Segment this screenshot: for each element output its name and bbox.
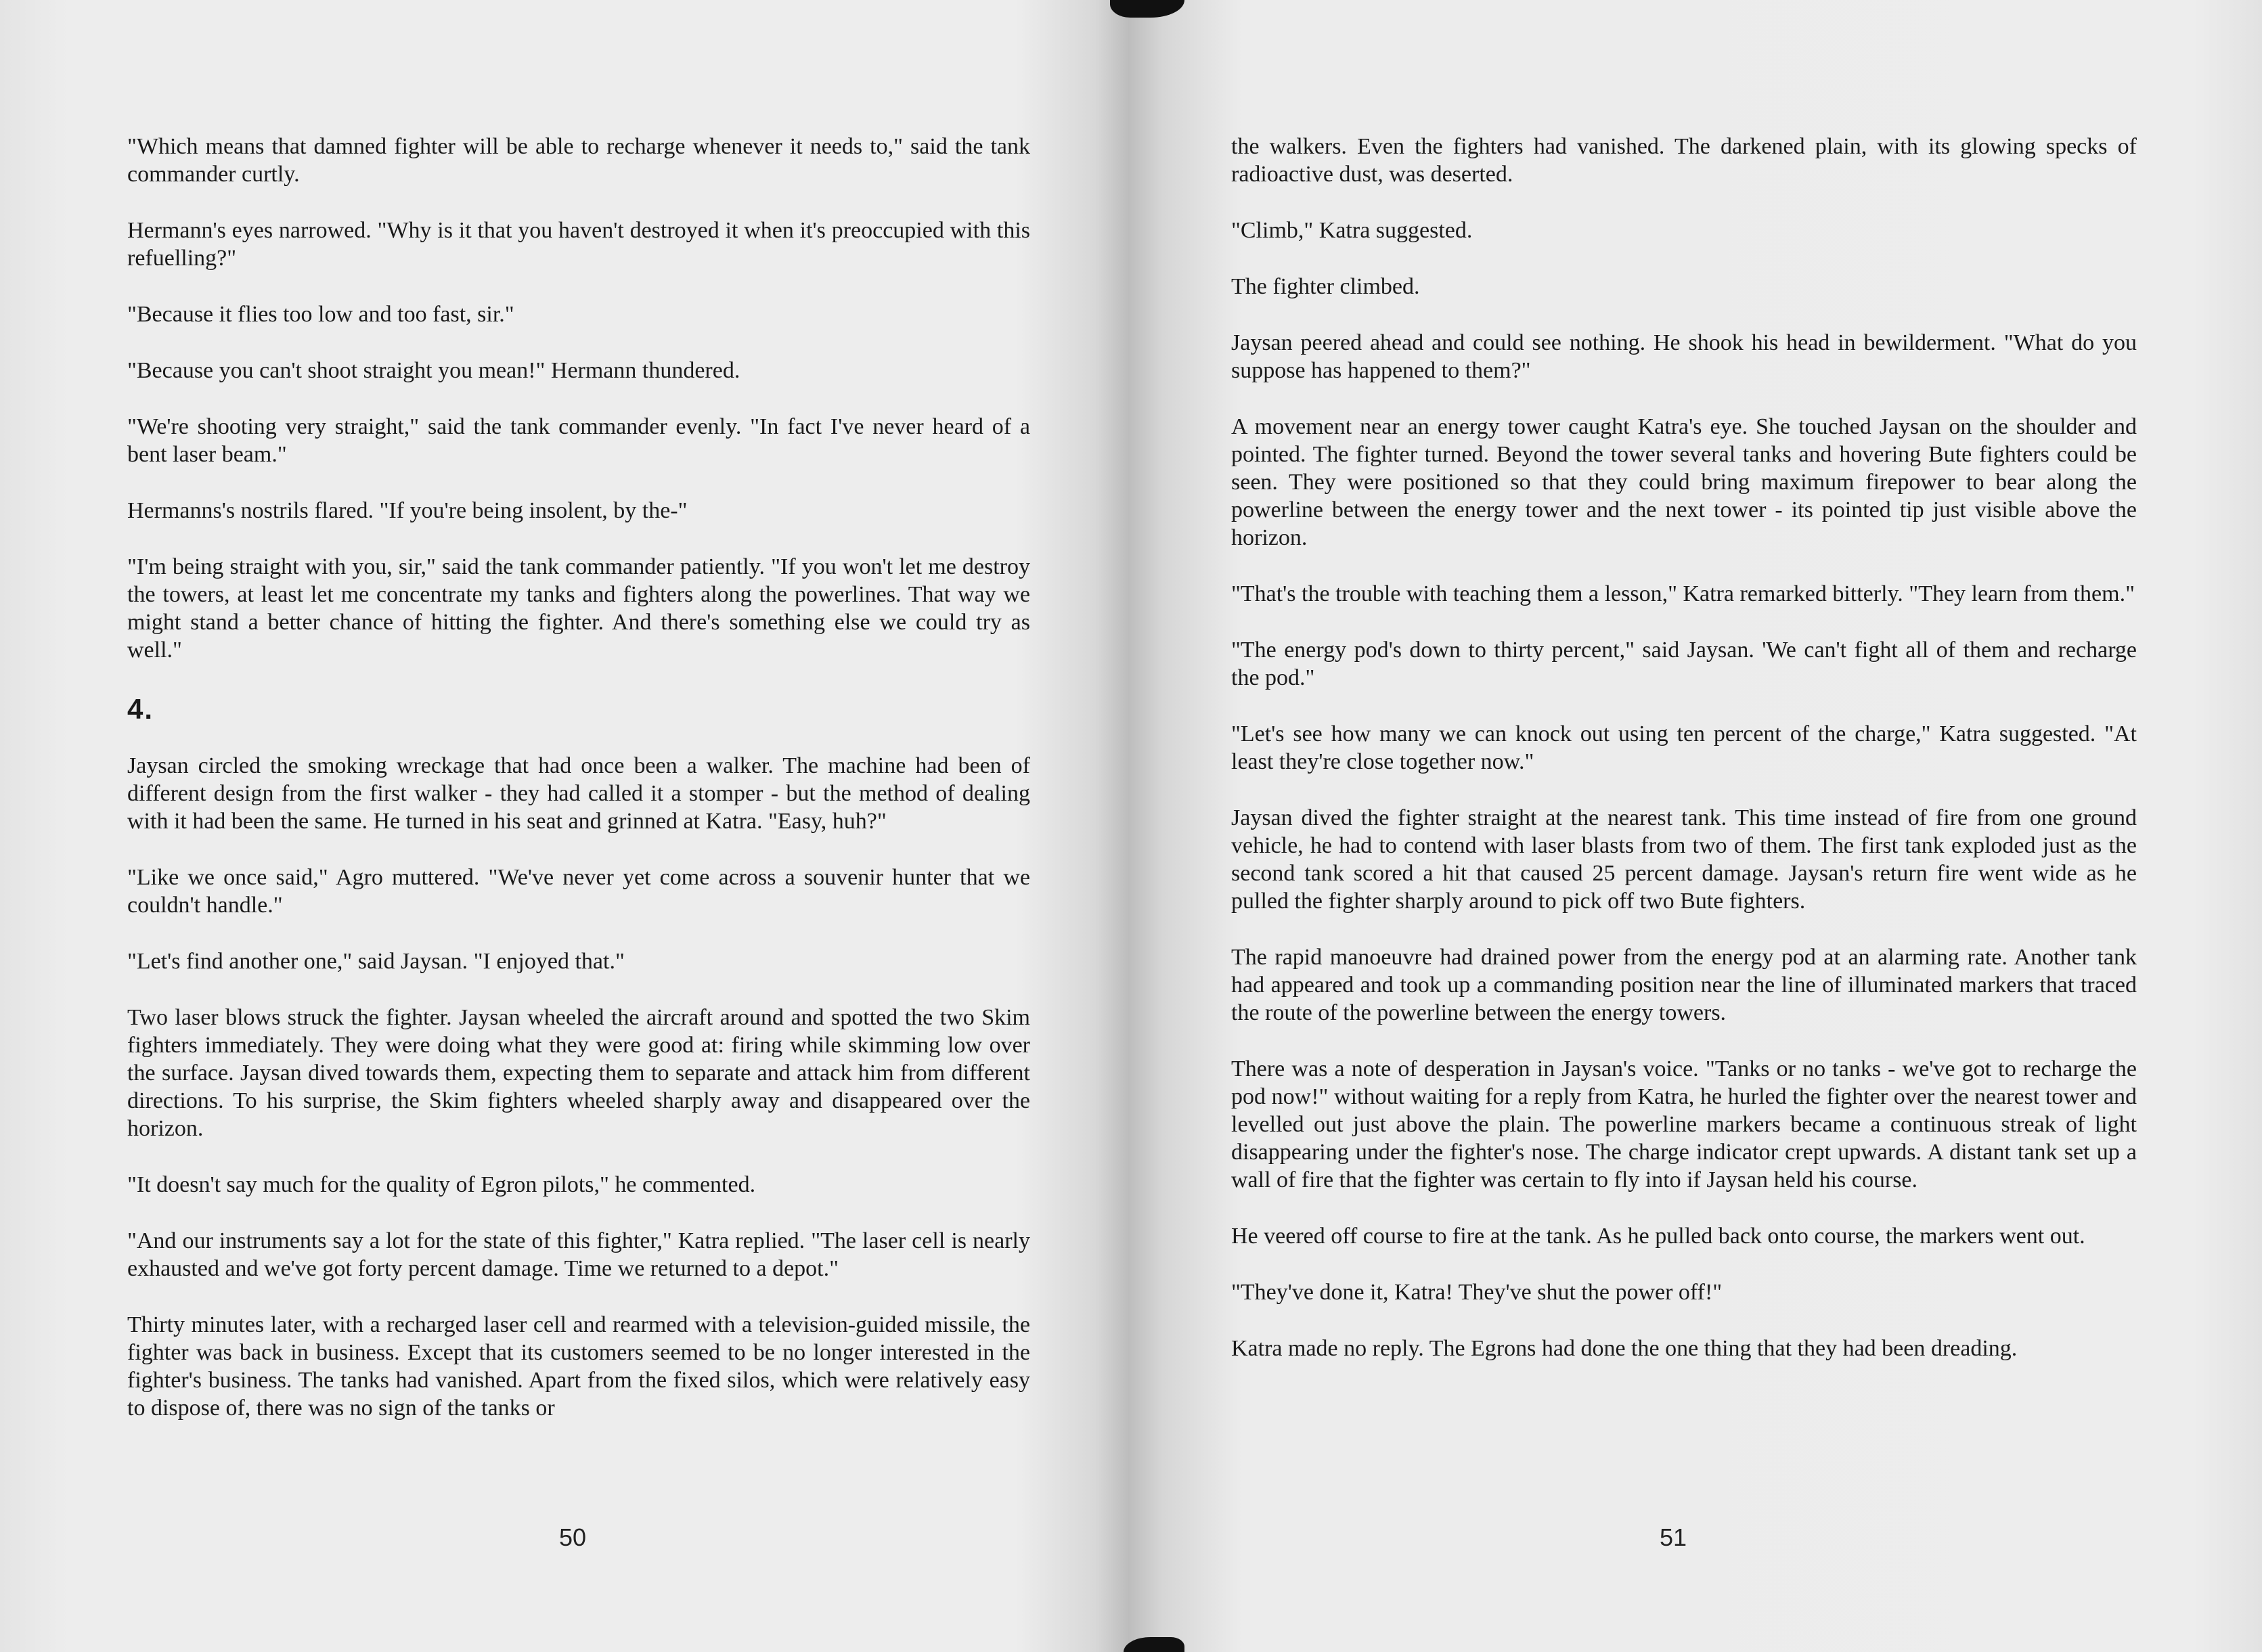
paragraph: Two laser blows struck the fighter. Jaysan wheeled the aircraft around and spotted the two Skim fighters immediately. They were doing what they were good at: firing while skimming low over the surface. Jaysan dived towards them, expecting them to separate and attack him from different directions. To his surprise, the Skim fighters wheeled sharply away and disappeared over the horizon. bbox=[127, 1005, 1030, 1141]
paragraph: "Because it flies too low and too fast, sir." bbox=[127, 302, 514, 327]
page-number-left: 50 bbox=[559, 1523, 587, 1551]
paragraph: "It doesn't say much for the quality of Egron pilots," he commented. bbox=[127, 1172, 756, 1197]
paragraph: The fighter climbed. bbox=[1231, 274, 1420, 299]
paragraph: "They've done it, Katra! They've shut the power off!" bbox=[1231, 1280, 1723, 1305]
paragraph: "That's the trouble with teaching them a lesson," Katra remarked bitterly. "They learn from them." bbox=[1231, 581, 2135, 606]
paragraph: "Let's see how many we can knock out using ten percent of the charge," Katra suggested. "At least they're close together now." bbox=[1231, 721, 2137, 774]
paragraph: Jaysan peered ahead and could see nothing. He shook his head in bewilderment. "What do you suppose has happened to them?" bbox=[1231, 330, 2137, 383]
page-number-right: 51 bbox=[1660, 1523, 1687, 1551]
paragraph: "We're shooting very straight," said the tank commander evenly. "In fact I've never heard of a bent laser beam." bbox=[127, 414, 1030, 467]
paragraph: "Let's find another one," said Jaysan. "I enjoyed that." bbox=[127, 949, 625, 974]
paragraph: Hermann's eyes narrowed. "Why is it that you haven't destroyed it when it's preoccupied with this refuelling?" bbox=[127, 218, 1030, 271]
paragraph: Hermanns's nostrils flared. "If you're being insolent, by the-" bbox=[127, 498, 688, 523]
paragraph: "And our instruments say a lot for the state of this fighter," Katra replied. "The laser cell is nearly exhausted and we've got forty percent damage. Time we returned to a depot." bbox=[127, 1228, 1030, 1281]
paragraph: Thirty minutes later, with a recharged laser cell and rearmed with a television-guided missile, the fighter was back in business. Except that its customers seemed to be no longer interested in the fighter's business. The tanks had vanished. Apart from the fixed silos, which were relatively easy to dispose of, there was no sign of the tanks or bbox=[127, 1312, 1030, 1421]
right-page bbox=[1129, 0, 2262, 1652]
paragraph: "Like we once said," Agro muttered. "We've never yet come across a souvenir hunter that we couldn't handle." bbox=[127, 865, 1030, 918]
paragraph: He veered off course to fire at the tank. As he pulled back onto course, the markers went out. bbox=[1231, 1224, 2085, 1249]
paragraph: Jaysan circled the smoking wreckage that had once been a walker. The machine had been of different design from the first walker - they had called it a stomper - but the method of dealing with it had been the same. He turned in his seat and grinned at Katra. "Easy, huh?" bbox=[127, 753, 1030, 834]
chapter-heading: 4. bbox=[127, 693, 154, 725]
paragraph: "I'm being straight with you, sir," said the tank commander patiently. "If you won't let me destroy the towers, at least let me concentrate my tanks and fighters along the powerlines. That way we might stand a better chance of hitting the fighter. And there's something else we could try as well." bbox=[127, 554, 1030, 663]
paragraph: The rapid manoeuvre had drained power from the energy pod at an alarming rate. Another tank had appeared and took up a commanding position near the line of illuminated markers that traced the route of the powerline between the energy towers. bbox=[1231, 945, 2137, 1025]
paragraph: Jaysan dived the fighter straight at the nearest tank. This time instead of fire from one ground vehicle, he had to contend with laser blasts from two of them. The first tank exploded just as the second tank scored a hit that caused 25 percent damage. Jaysan's return fire went wide as he pulled the fighter sharply around to pick off two Bute fighters. bbox=[1231, 805, 2137, 914]
paragraph: "Because you can't shoot straight you mean!" Hermann thundered. bbox=[127, 358, 740, 383]
paragraph: Katra made no reply. The Egrons had done the one thing that they had been dreading. bbox=[1231, 1336, 2018, 1361]
paragraph: the walkers. Even the fighters had vanished. The darkened plain, with its glowing specks of radioactive dust, was deserted. bbox=[1231, 134, 2137, 187]
paragraph: "Climb," Katra suggested. bbox=[1231, 218, 1473, 243]
paragraph: "Which means that damned fighter will be able to recharge whenever it needs to," said the tank commander curtly. bbox=[127, 134, 1030, 187]
left-page bbox=[0, 0, 1129, 1652]
paragraph: A movement near an energy tower caught Katra's eye. She touched Jaysan on the shoulder and pointed. The fighter turned. Beyond the tower several tanks and hovering Bute fighters could be seen. They were positioned so that they could bring maximum firepower to bear along the powerline between the energy tower and the next tower - its pointed tip just visible above the horizon. bbox=[1231, 414, 2137, 550]
paragraph: There was a note of desperation in Jaysan's voice. "Tanks or no tanks - we've got to recharge the pod now!" without waiting for a reply from Katra, he hurled the fighter over the nearest tower and levelled out just above the plain. The powerline markers became a continuous streak of light disappearing under the fighter's nose. The charge indicator crept upwards. A distant tank set up a wall of fire that the fighter was certain to fly into if Jaysan held his course. bbox=[1231, 1056, 2137, 1192]
right-page-text bbox=[1231, 133, 2137, 1391]
paragraph: "The energy pod's down to thirty percent," said Jaysan. 'We can't fight all of them and recharge the pod." bbox=[1231, 638, 2137, 690]
left-page-text bbox=[127, 133, 1030, 1450]
